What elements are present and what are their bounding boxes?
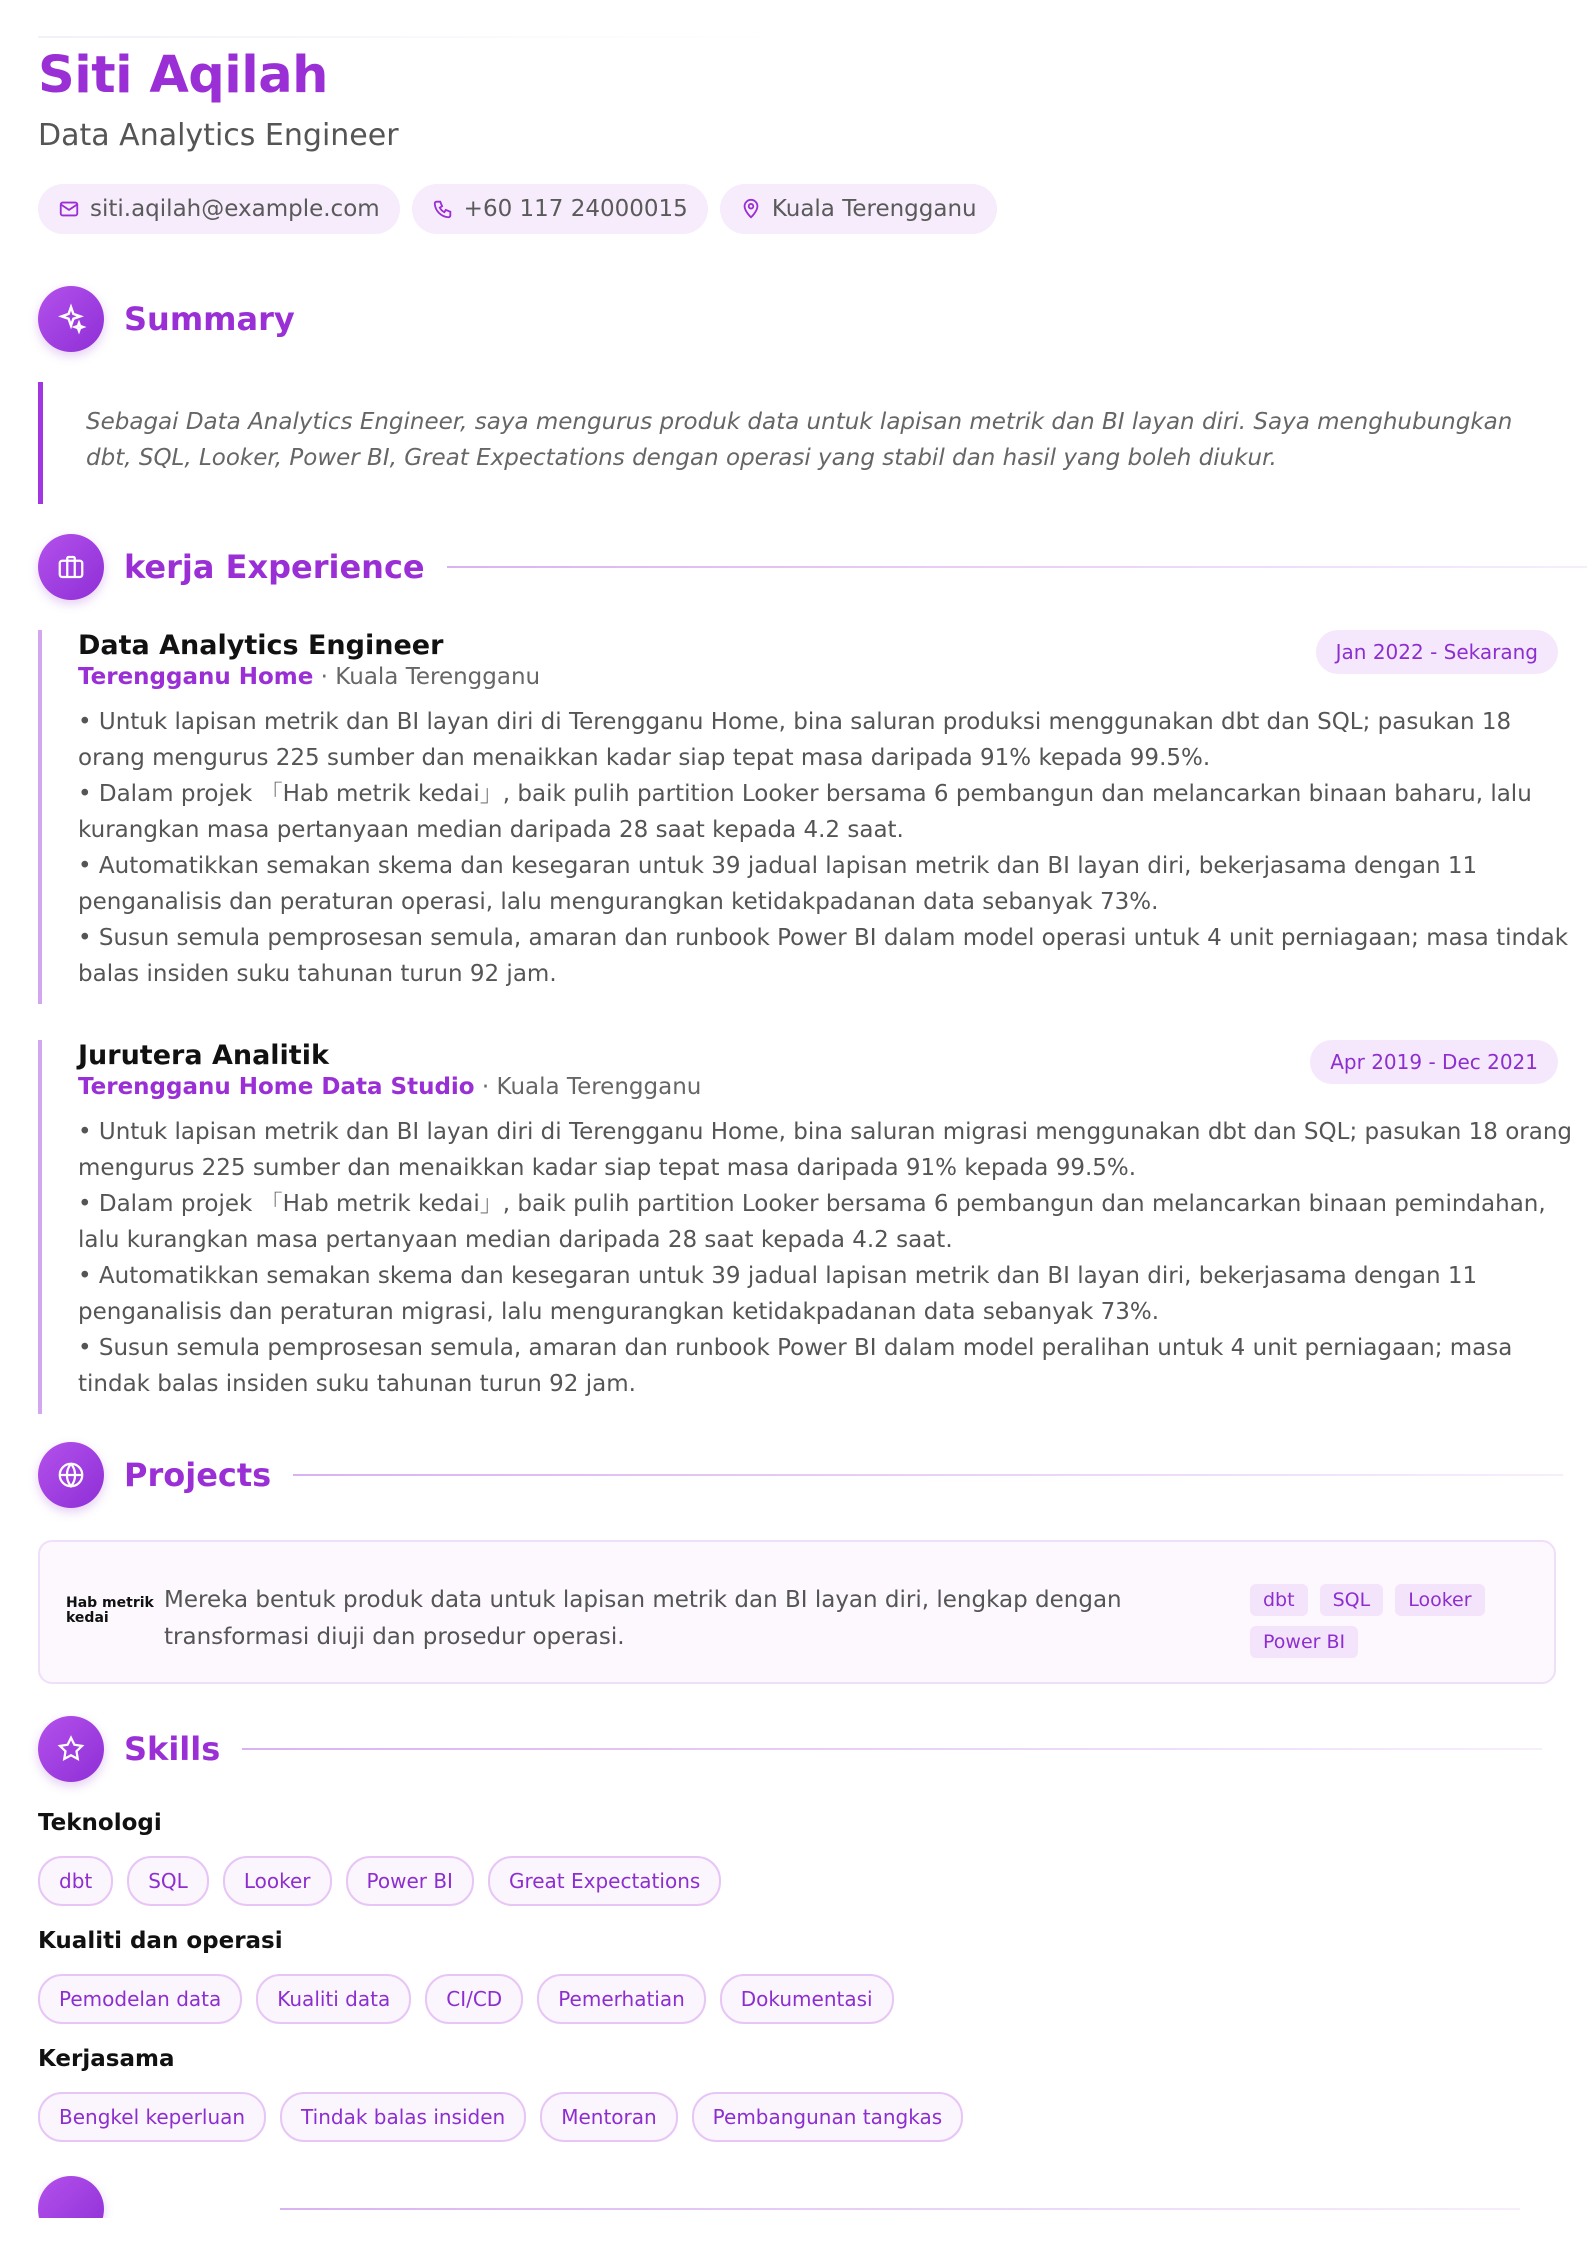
skill-pill-row <box>38 1974 894 2024</box>
skills-title: Skills <box>124 1730 221 1768</box>
summary-text: Sebagai Data Analytics Engineer, saya mengurus produk data untuk lapisan metrik dan BI layan diri. Saya menghubungkan dbt, SQL, Looker, Power BI, Great Expectations dengan operasi yang stabil dan hasil yang boleh diukur. <box>86 409 1513 471</box>
job-bullet: • Untuk lapisan metrik dan BI layan diri di Terengganu Home, bina saluran produksi menggunakan dbt dan SQL; pasukan 18 orang mengurus 225 sumber dan menaikkan kadar siap tepat masa daripada 91% kepada 99.5%. <box>78 709 1512 771</box>
projects-title: Projects <box>124 1456 272 1494</box>
project-description: Mereka bentuk produk data untuk lapisan metrik dan BI layan diri, lengkap dengan transformasi diuji dan prosedur operasi. <box>164 1587 1122 1650</box>
skill-pill: Power BI <box>346 1856 474 1906</box>
skill-pill: Pemodelan data <box>38 1974 242 2024</box>
contact-phone[interactable] <box>412 184 708 234</box>
top-divider <box>38 36 778 38</box>
job-bullet: • Susun semula pemprosesan semula, amaran dan runbook Power BI dalam model operasi untuk 4 unit perniagaan; masa tindak balas insiden suku tahunan turun 92 jam. <box>78 925 1569 987</box>
job-company: Terengganu Home Data Studio <box>78 1074 475 1100</box>
candidate-role: Data Analytics Engineer <box>38 118 399 153</box>
candidate-name: Siti Aqilah <box>38 46 328 105</box>
project-card <box>38 1540 1556 1684</box>
next-section-header <box>38 2176 1520 2218</box>
project-tag: Power BI <box>1250 1626 1358 1658</box>
contact-phone-text: +60 117 24000015 <box>463 196 688 222</box>
skill-pill: CI/CD <box>425 1974 523 2024</box>
skill-pill: SQL <box>127 1856 209 1906</box>
job-title: Data Analytics Engineer <box>78 630 444 661</box>
summary-section-header <box>38 286 295 352</box>
job-entry <box>38 1040 1573 1414</box>
location-pin-icon <box>740 198 762 220</box>
job-bullet: • Dalam projek 「Hab metrik kedai」, baik pulih partition Looker bersama 6 pembangun dan melancarkan binaan baharu, lalu kurangkan masa pertanyaan median daripada 28 saat kepada 4.2 saat. <box>78 781 1532 843</box>
skill-pill-row <box>38 2092 963 2142</box>
globe-icon <box>38 1442 104 1508</box>
briefcase-icon <box>38 534 104 600</box>
contact-email[interactable] <box>38 184 400 234</box>
project-tag: SQL <box>1320 1584 1384 1616</box>
job-bullet: • Automatikkan semakan skema dan kesegaran untuk 39 jadual lapisan metrik dan BI layan diri, bekerjasama dengan 11 penganalisis dan peraturan operasi, lalu mengurangkan ketidakpadanan data sebanyak 73%. <box>78 853 1478 915</box>
skill-pill: Kualiti data <box>256 1974 411 2024</box>
job-title: Jurutera Analitik <box>78 1040 329 1071</box>
job-location: · Kuala Terengganu <box>313 664 541 690</box>
skill-pill: Pembangunan tangkas <box>692 2092 963 2142</box>
contact-email-text: siti.aqilah@example.com <box>90 196 380 222</box>
job-bullet: • Untuk lapisan metrik dan BI layan diri di Terengganu Home, bina saluran migrasi menggunakan dbt dan SQL; pasukan 18 orang mengurus 225 sumber dan menaikkan kadar siap tepat masa daripada 91% kepada 99.5%. <box>78 1119 1573 1181</box>
project-tag: Looker <box>1395 1584 1484 1616</box>
skill-category-title: Kerjasama <box>38 2046 175 2072</box>
summary-block <box>38 382 1558 504</box>
skill-pill: Pemerhatian <box>537 1974 706 2024</box>
job-bullet: • Dalam projek 「Hab metrik kedai」, baik pulih partition Looker bersama 6 pembangun dan melancarkan binaan pemindahan, lalu kurangkan masa pertanyaan median daripada 28 saat kepada 4.2 saat. <box>78 1191 1546 1253</box>
summary-title: Summary <box>124 300 295 338</box>
skill-pill: Tindak balas insiden <box>280 2092 526 2142</box>
skill-category-title: Kualiti dan operasi <box>38 1928 283 1954</box>
star-icon <box>38 1716 104 1782</box>
contact-location[interactable] <box>720 184 997 234</box>
experience-section-header <box>38 534 1587 600</box>
job-location: · Kuala Terengganu <box>474 1074 702 1100</box>
experience-divider <box>447 566 1587 568</box>
project-tags <box>1250 1584 1510 1658</box>
experience-title: kerja Experience <box>124 548 425 586</box>
job-entry <box>38 630 1569 1004</box>
skills-divider <box>242 1748 1542 1750</box>
skill-pill: Bengkel keperluan <box>38 2092 266 2142</box>
mail-icon <box>58 198 80 220</box>
job-company-line <box>78 664 540 690</box>
job-company: Terengganu Home <box>78 664 314 690</box>
skill-pill: Looker <box>223 1856 332 1906</box>
skill-pill: Great Expectations <box>488 1856 721 1906</box>
job-date-badge: Apr 2019 - Dec 2021 <box>1310 1040 1558 1084</box>
skill-category-title: Teknologi <box>38 1810 162 1836</box>
projects-divider <box>293 1474 1563 1476</box>
projects-section-header <box>38 1442 1563 1508</box>
skill-pill-row <box>38 1856 721 1906</box>
skill-pill: Dokumentasi <box>720 1974 894 2024</box>
job-date-badge: Jan 2022 - Sekarang <box>1316 630 1558 674</box>
job-bullet: • Automatikkan semakan skema dan kesegaran untuk 39 jadual lapisan metrik dan BI layan diri, bekerjasama dengan 11 penganalisis dan peraturan migrasi, lalu mengurangkan ketidakpadanan data sebanyak 73%. <box>78 1263 1478 1325</box>
skill-pill: Mentoran <box>540 2092 677 2142</box>
sparkle-icon <box>38 286 104 352</box>
skill-pill: dbt <box>38 1856 113 1906</box>
contact-row <box>38 184 997 234</box>
contact-location-text: Kuala Terengganu <box>771 196 977 222</box>
phone-icon <box>432 198 454 220</box>
job-bullet: • Susun semula pemprosesan semula, amaran dan runbook Power BI dalam model peralihan untuk 4 unit perniagaan; masa tindak balas insiden suku tahunan turun 92 jam. <box>78 1335 1513 1397</box>
project-name: Hab metrik kedai <box>66 1595 154 1626</box>
section-icon <box>38 2176 104 2218</box>
skills-section-header <box>38 1716 1542 1782</box>
job-bullets <box>78 704 1578 992</box>
project-tag: dbt <box>1250 1584 1308 1616</box>
next-section-divider <box>280 2208 1520 2210</box>
job-bullets <box>78 1114 1578 1402</box>
job-company-line <box>78 1074 701 1100</box>
